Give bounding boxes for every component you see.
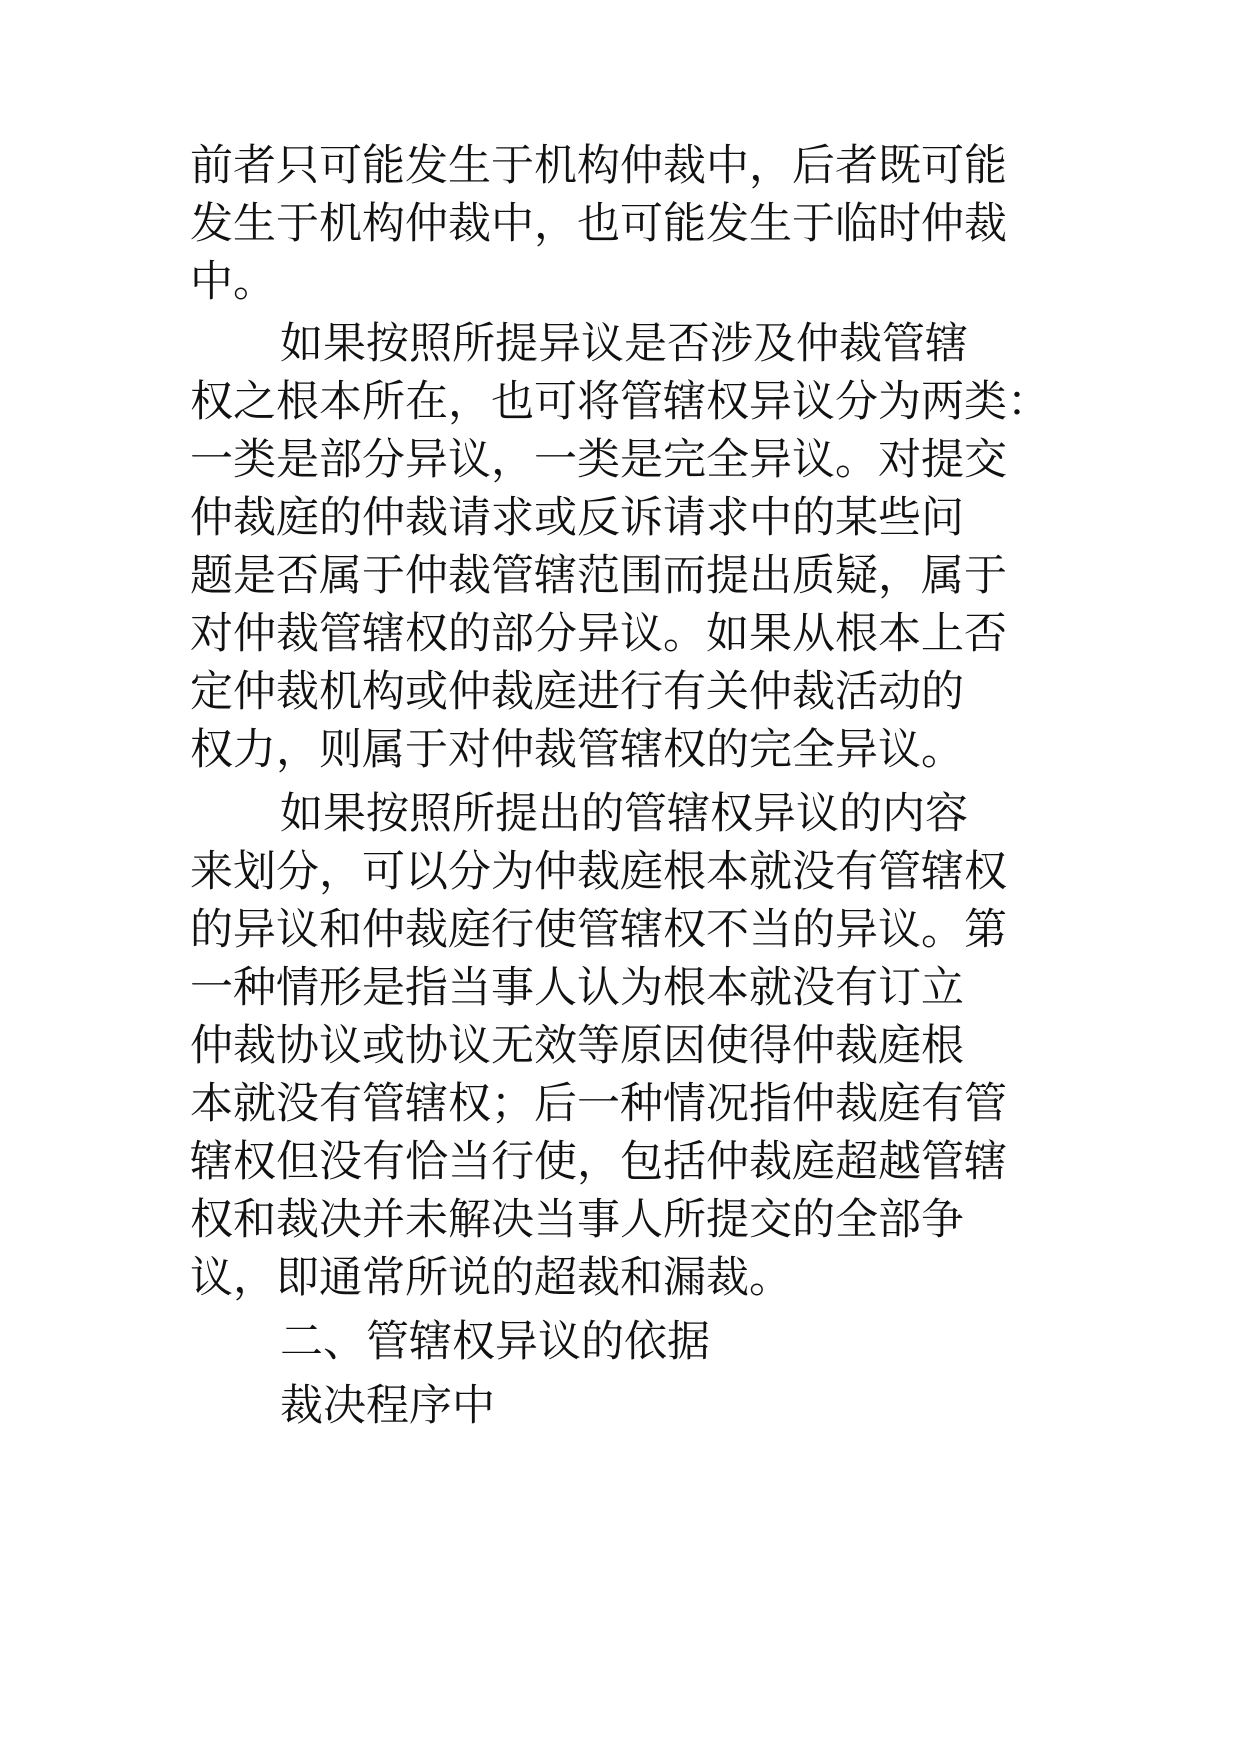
text-line: 仲裁协议或协议无效等原因使得仲裁庭根 [190,1021,964,1071]
text-line: 来划分，可以分为仲裁庭根本就没有管辖权 [190,847,1007,897]
paragraph-start-line: 如果按照所提异议是否涉及仲裁管辖 [280,319,968,369]
text-line: 权力，则属于对仲裁管辖权的完全异议。 [190,725,964,775]
text-line: 权和裁决并未解决当事人所提交的全部争 [190,1195,964,1245]
text-line: 议，即通常所说的超裁和漏裁。 [190,1253,792,1303]
section-heading: 二、管辖权异议的依据 [280,1317,710,1367]
paragraph-start-line: 如果按照所提出的管辖权异议的内容 [280,789,968,839]
text-line: 一种情形是指当事人认为根本就没有订立 [190,963,964,1013]
text-line: 权之根本所在，也可将管辖权异议分为两类： [190,377,1050,427]
text-line: 题是否属于仲裁管辖范围而提出质疑，属于 [190,551,1007,601]
text-line: 一类是部分异议，一类是完全异议。对提交 [190,435,1007,485]
text-line: 的异议和仲裁庭行使管辖权不当的异议。第 [190,905,1007,955]
text-line: 对仲裁管辖权的部分异议。如果从根本上否 [190,609,1007,659]
text-line: 本就没有管辖权；后一种情况指仲裁庭有管 [190,1079,1007,1129]
text-line: 仲裁庭的仲裁请求或反诉请求中的某些问 [190,493,964,543]
text-line: 中。 [190,257,276,307]
paragraph-start-line: 裁决程序中 [280,1381,495,1431]
text-line: 发生于机构仲裁中，也可能发生于临时仲裁 [190,199,1007,249]
text-line: 辖权但没有恰当行使，包括仲裁庭超越管辖 [190,1137,1007,1187]
text-line: 定仲裁机构或仲裁庭进行有关仲裁活动的 [190,667,964,717]
text-line: 前者只可能发生于机构仲裁中，后者既可能 [190,141,1007,191]
